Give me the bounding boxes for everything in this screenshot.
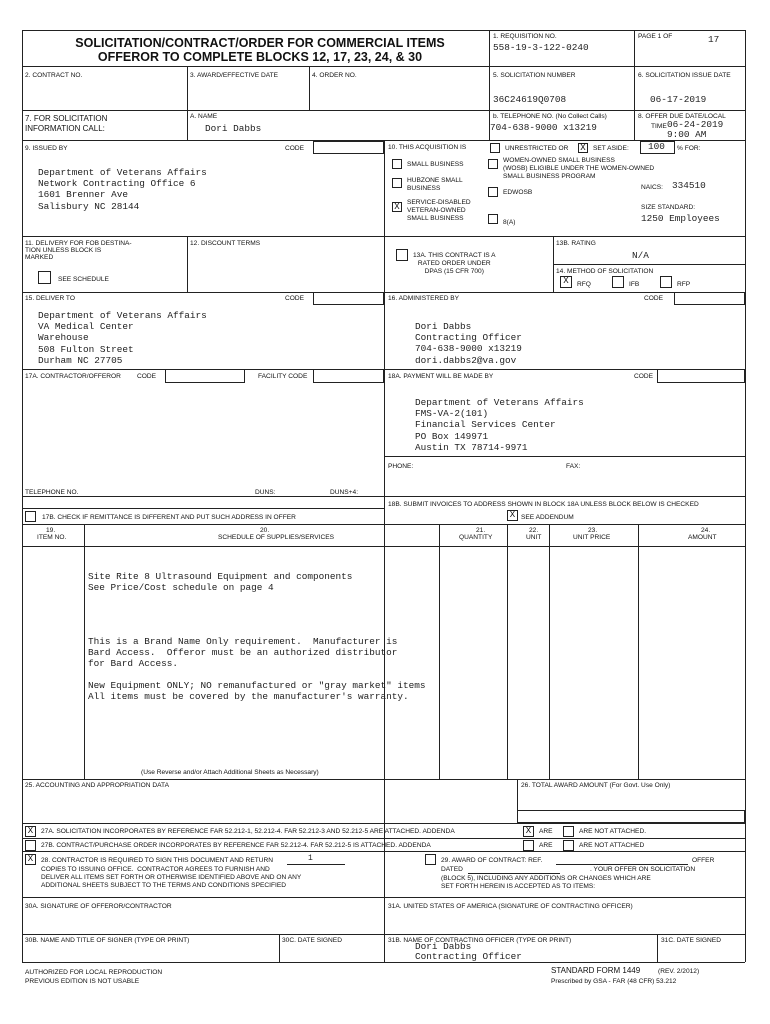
col-unit: UNIT: [526, 534, 542, 541]
hubzone-checkbox[interactable]: [392, 178, 402, 188]
deliver-code-label: CODE: [285, 295, 305, 302]
divider: [22, 546, 745, 547]
divider: [22, 823, 745, 824]
small-business-checkbox[interactable]: [392, 159, 402, 169]
solicitation-number-value[interactable]: 36C24619Q0708: [493, 94, 567, 105]
divider: [489, 30, 490, 66]
administered-by-label: 16. ADMINISTERED BY: [388, 295, 460, 302]
facility-code-field[interactable]: [313, 369, 384, 383]
27a-are-checkbox[interactable]: X: [523, 826, 534, 837]
rfp-checkbox[interactable]: [660, 276, 672, 288]
remittance-label: 17B. CHECK IF REMITTANCE IS DIFFERENT AND PUT SUCH ADDRESS IN OFFER: [42, 514, 296, 521]
form-title-line2: OFFEROR TO COMPLETE BLOCKS 12, 17, 23, 24, & 30: [97, 50, 423, 64]
frame-right: [745, 30, 746, 962]
signature-offeror-label: 30A. SIGNATURE OF OFFEROR/CONTRACTOR: [25, 903, 172, 910]
eight-a-label: 8(A): [503, 219, 516, 226]
27a-are-label: ARE: [539, 828, 553, 835]
27a-are-not-label: ARE NOT ATTACHED.: [579, 828, 647, 835]
divider: [22, 838, 745, 839]
sdvosb-checkbox[interactable]: X: [392, 202, 402, 212]
unrestricted-checkbox[interactable]: [490, 143, 500, 153]
divider: [187, 110, 188, 140]
clause-29-label: 29. AWARD OF CONTRACT: REF.: [441, 857, 543, 864]
signer-name-label: 30B. NAME AND TITLE OF SIGNER (TYPE OR PRINT): [25, 937, 190, 944]
hubzone-label: HUBZONE SMALL BUSINESS: [407, 177, 463, 192]
divider: [84, 524, 85, 779]
admin-code-field[interactable]: [674, 292, 745, 305]
divider: [439, 524, 440, 779]
27a-are-not-checkbox[interactable]: [563, 826, 574, 837]
wosb-checkbox[interactable]: [488, 159, 498, 169]
signature-officer-label: 31A. UNITED STATES OF AMERICA (SIGNATURE OF CONTRACTING OFFICER): [388, 903, 633, 910]
total-award-label: 26. TOTAL AWARD AMOUNT (For Govt. Use Only): [521, 782, 671, 789]
col-quantity: QUANTITY: [459, 534, 493, 541]
date-signed-label: 30C. DATE SIGNED: [282, 937, 342, 944]
divider: [634, 30, 635, 66]
sdvosb-label: SERVICE-DISABLED VETERAN-OWNED SMALL BUSINESS: [407, 199, 471, 222]
percent-label: % FOR:: [677, 145, 701, 152]
contact-name-label: A. NAME: [190, 113, 218, 120]
divider: [384, 456, 745, 457]
issued-code-label: CODE: [285, 145, 305, 152]
divider: [279, 934, 280, 962]
solicitation-date-label: 6. SOLICITATION ISSUE DATE: [638, 72, 731, 79]
clause-27b-label: 27B. CONTRACT/PURCHASE ORDER INCORPORATES BY REFERENCE FAR 52.212-4. FAR 52.212-5 IS ATTACHED. ADDENDA: [41, 842, 431, 849]
schedule-description-2: This is a Brand Name Only requirement. Manufacturer is Bard Access. Offeror must be an authorized distributor for Bard Access.: [88, 636, 398, 670]
set-aside-label: SET ASIDE:: [593, 145, 629, 152]
issued-by-label: 9. ISSUED BY: [25, 145, 68, 152]
clause-27b-checkbox[interactable]: [25, 840, 36, 851]
ref-underline: [556, 864, 688, 865]
info-call-label: 7. FOR SOLICITATION INFORMATION CALL:: [25, 114, 108, 133]
accounting-label: 25. ACCOUNTING AND APPROPRIATION DATA: [25, 782, 169, 789]
divider: [22, 110, 745, 111]
divider: [657, 934, 658, 962]
unrestricted-label: UNRESTRICTED OR: [505, 145, 569, 152]
duns4-label: DUNS+4:: [330, 489, 359, 496]
discount-terms-label: 12. DISCOUNT TERMS: [190, 240, 261, 247]
27b-are-label: ARE: [539, 842, 553, 849]
telephone-label: b. TELEPHONE NO. (No Collect Calls): [493, 113, 607, 120]
form-title-line1: SOLICITATION/CONTRACT/ORDER FOR COMMERCIAL ITEMS: [75, 36, 445, 50]
clause-28-checkbox[interactable]: X: [25, 854, 36, 865]
divider: [187, 66, 188, 110]
col-schedule: SCHEDULE OF SUPPLIES/SERVICES: [218, 534, 335, 541]
clause-29-offer-on: . YOUR OFFER ON SOLICITATION: [590, 866, 696, 873]
offer-due-value[interactable]: 06-24-2019 9:00 AM: [667, 119, 724, 140]
divider: [634, 66, 635, 140]
see-schedule-label: SEE SCHEDULE: [58, 276, 109, 283]
27b-are-not-label: ARE NOT ATTACHED: [579, 842, 645, 849]
dated-underline: [468, 873, 560, 874]
contractor-code-field[interactable]: [165, 369, 245, 383]
col-item-no: ITEM NO.: [37, 534, 67, 541]
contractor-label: 17A. CONTRACTOR/OFFEROR: [25, 373, 121, 380]
frame-bottom: [22, 962, 745, 963]
naics-label: NAICS:: [641, 184, 663, 191]
clause-28-copies[interactable]: 1: [308, 854, 313, 863]
col-amount: AMOUNT: [688, 534, 717, 541]
col-item-no-number: 19.: [46, 527, 56, 534]
page-label: PAGE 1 OF: [638, 33, 673, 40]
payment-address: Department of Veterans Affairs FMS-VA-2(101) Financial Services Center PO Box 149971 Austin TX 78714-9971: [415, 397, 584, 453]
administered-by-address: Dori Dabbs Contracting Officer 704-638-9000 x13219 dori.dabbs2@va.gov: [415, 321, 522, 366]
award-date-label: 3. AWARD/EFFECTIVE DATE: [190, 72, 279, 79]
order-no-label: 4. ORDER NO.: [312, 72, 357, 79]
small-business-label: SMALL BUSINESS: [407, 161, 464, 168]
submit-invoices-label: 18B. SUBMIT INVOICES TO ADDRESS SHOWN IN BLOCK 18A UNLESS BLOCK BELOW IS CHECKED: [388, 501, 699, 508]
size-standard-value[interactable]: 1250 Employees: [641, 213, 720, 224]
admin-code-label: CODE: [644, 295, 664, 302]
divider: [187, 236, 188, 292]
eight-a-checkbox[interactable]: [488, 214, 498, 224]
contact-name-value[interactable]: Dori Dabbs: [205, 123, 262, 134]
duns-label: DUNS:: [255, 489, 276, 496]
solicitation-date-value[interactable]: 06-17-2019: [650, 94, 707, 105]
divider: [22, 779, 745, 780]
divider: [22, 524, 745, 525]
facility-code-label: FACILITY CODE: [258, 373, 308, 380]
divider: [507, 524, 508, 779]
fax-label: FAX:: [566, 463, 581, 470]
divider: [22, 496, 745, 497]
telephone-value[interactable]: 704-638-9000 x13219: [490, 122, 597, 133]
col-unit-number: 22.: [529, 527, 539, 534]
divider: [384, 851, 385, 962]
27b-are-checkbox[interactable]: [523, 840, 534, 851]
rating-value[interactable]: N/A: [632, 250, 649, 261]
divider: [638, 524, 639, 779]
acquisition-label: 10. THIS ACQUISITION IS: [388, 144, 467, 151]
form-revision: (REV. 2/2012): [658, 968, 700, 975]
deliver-code-field[interactable]: [313, 292, 384, 305]
clause-27a-label: 27A. SOLICITATION INCORPORATES BY REFERENCE FAR 52.212-1, 52.212-4. FAR 52.212-3 AND 52.212-5 ARE ATTACHED. ADDENDA: [41, 828, 455, 835]
deliver-to-address: Department of Veterans Affairs VA Medical Center Warehouse 508 Fulton Street Durham NC 27705: [38, 310, 207, 366]
issued-by-address: Department of Veterans Affairs Network Contracting Office 6 1601 Brenner Ave Salisbury NC 28144: [38, 167, 207, 212]
divider: [384, 140, 385, 934]
payment-code-field[interactable]: [657, 369, 745, 383]
27b-are-not-checkbox[interactable]: [563, 840, 574, 851]
ifb-checkbox[interactable]: [612, 276, 624, 288]
remittance-checkbox[interactable]: [25, 511, 36, 522]
clause-27a-checkbox[interactable]: X: [25, 826, 36, 837]
divider: [22, 236, 745, 237]
issued-code-field[interactable]: [313, 141, 384, 154]
delivery-fob-label: 11. DELIVERY FOR FOB DESTINA- TION UNLESS BLOCK IS MARKED: [25, 240, 132, 261]
divider: [553, 264, 745, 265]
contract-no-label: 2. CONTRACT NO.: [25, 72, 83, 79]
clause-29-dated: DATED: [441, 866, 463, 873]
copies-underline: [287, 864, 345, 865]
schedule-description-1: Site Rite 8 Ultrasound Equipment and components See Price/Cost schedule on page 4: [88, 571, 353, 594]
total-award-field[interactable]: [517, 810, 745, 823]
telephone-no-label: TELEPHONE NO.: [25, 489, 79, 496]
rated-order-label: 13A. THIS CONTRACT IS A RATED ORDER UNDER DPAS (15 CFR 700): [413, 252, 496, 275]
reverse-note: (Use Reverse and/or Attach Additional Sheets as Necessary): [141, 769, 319, 776]
divider: [22, 66, 745, 67]
col-amount-number: 24.: [701, 527, 711, 534]
rfq-label: RFQ: [577, 281, 591, 288]
officer-name-label: 31B. NAME OF CONTRACTING OFFICER (TYPE OR PRINT): [388, 937, 572, 944]
method-label: 14. METHOD OF SOLICITATION: [556, 268, 654, 275]
rated-order-checkbox[interactable]: [396, 249, 408, 261]
schedule-description-3: New Equipment ONLY; NO remanufactured or "gray market" items All items must be covered by the manufacturer's warranty.: [88, 680, 426, 703]
divider: [549, 524, 550, 779]
size-standard-label: SIZE STANDARD:: [641, 204, 696, 211]
edwosb-label: EDWOSB: [503, 189, 533, 196]
wosb-label: WOMEN-OWNED SMALL BUSINESS (WOSB) ELIGIBLE UNDER THE WOMEN-OWNED SMALL BUSINESS PROGRAM: [503, 157, 655, 180]
col-unit-price-number: 23.: [588, 527, 598, 534]
officer-date-signed-label: 31C. DATE SIGNED: [661, 937, 721, 944]
page-count: 17: [708, 34, 720, 45]
phone-label: PHONE:: [388, 463, 414, 470]
percent-value: 100: [648, 141, 665, 152]
offer-due-label: 8. OFFER DUE DATE/LOCAL: [638, 113, 726, 120]
frame-top: [22, 30, 745, 31]
divider: [309, 66, 310, 110]
set-aside-checkbox[interactable]: X: [578, 143, 588, 153]
rating-label: 13B. RATING: [556, 240, 596, 247]
addendum-checkbox[interactable]: X: [507, 510, 518, 521]
payment-by-label: 18A. PAYMENT WILL BE MADE BY: [388, 373, 494, 380]
addendum-label: SEE ADDENDUM: [521, 514, 574, 521]
contractor-code-label: CODE: [137, 373, 157, 380]
officer-name-value[interactable]: Dori Dabbs Contracting Officer: [415, 941, 522, 962]
payment-code-label: CODE: [634, 373, 654, 380]
form-number: STANDARD FORM 1449: [551, 966, 641, 975]
clause-28-text: COPIES TO ISSUING OFFICE. CONTRACTOR AGREES TO FURNISH AND DELIVER ALL ITEMS SET FORTH OR OTHERWISE IDENTIFIED ABOVE AND ON ANY ADDITIONAL SHEETS SUBJECT TO THE TERMS AND CONDITIONS SPECIFIED: [41, 866, 302, 889]
time-label: TIME: [651, 123, 667, 130]
clause-29-checkbox[interactable]: [425, 854, 436, 865]
edwosb-checkbox[interactable]: [488, 187, 498, 197]
col-schedule-number: 20.: [260, 527, 270, 534]
footer-reproduction-note: AUTHORIZED FOR LOCAL REPRODUCTION PREVIOUS EDITION IS NOT USABLE: [25, 969, 163, 985]
col-quantity-number: 21.: [476, 527, 486, 534]
see-schedule-checkbox[interactable]: [38, 271, 51, 284]
requisition-value[interactable]: 558-19-3-122-0240: [493, 42, 589, 53]
clause-29-offer: OFFER: [692, 857, 715, 864]
deliver-to-label: 15. DELIVER TO: [25, 295, 75, 302]
col-unit-price: UNIT PRICE: [573, 534, 611, 541]
ifb-label: IFB: [629, 281, 640, 288]
solicitation-number-label: 5. SOLICITATION NUMBER: [493, 72, 576, 79]
naics-value[interactable]: 334510: [672, 180, 706, 191]
clause-28-label: 28. CONTRACTOR IS REQUIRED TO SIGN THIS DOCUMENT AND RETURN: [41, 857, 274, 864]
divider: [22, 508, 384, 509]
prescribed-by: Prescribed by GSA - FAR (48 CFR) 53.212: [551, 978, 677, 985]
clause-29-text: (BLOCK 5), INCLUDING ANY ADDITIONS OR CHANGES WHICH ARE SET FORTH HEREIN IS ACCEPTED AS TO ITEMS:: [441, 875, 651, 890]
rfp-label: RFP: [677, 281, 691, 288]
rfq-checkbox[interactable]: X: [560, 276, 572, 288]
requisition-label: 1. REQUISITION NO.: [493, 33, 557, 40]
